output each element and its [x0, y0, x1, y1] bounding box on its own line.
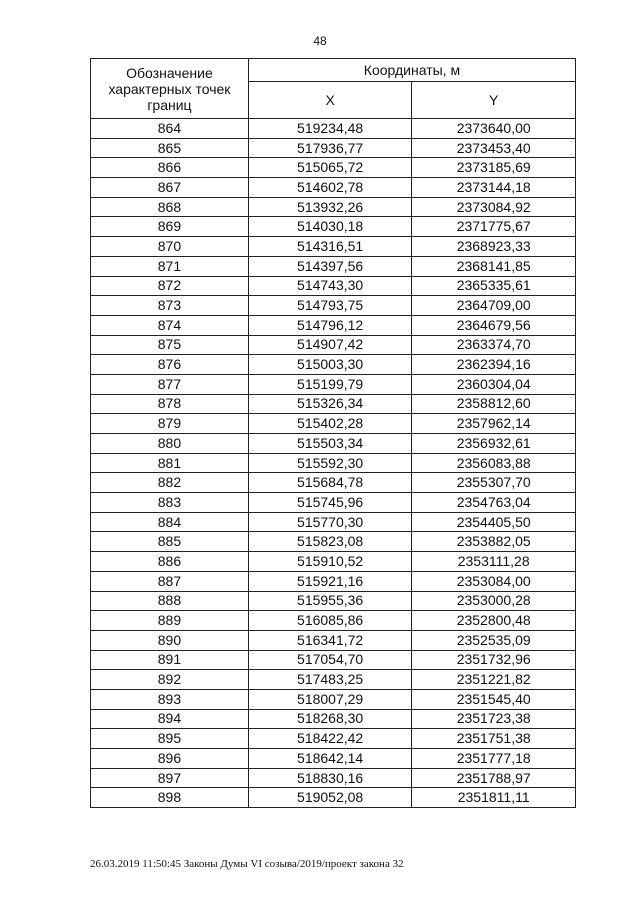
x-coordinate-cell: 517936,77 [248, 138, 411, 158]
x-coordinate-cell: 515745,96 [248, 493, 411, 513]
point-id-cell: 876 [91, 355, 249, 375]
table-row [91, 453, 576, 473]
point-id-cell: 886 [91, 552, 249, 572]
y-coordinate-cell: 2371775,67 [412, 217, 576, 237]
y-coordinate-cell: 2355307,70 [412, 473, 576, 493]
point-id-cell: 887 [91, 571, 249, 591]
x-coordinate-cell: 515770,30 [248, 512, 411, 532]
x-coordinate-cell: 515065,72 [248, 158, 411, 178]
table-row [91, 689, 576, 709]
x-coordinate-cell: 518422,42 [248, 729, 411, 749]
point-id-cell: 894 [91, 709, 249, 729]
x-coordinate-cell: 514796,12 [248, 315, 411, 335]
x-coordinate-cell: 514316,51 [248, 237, 411, 257]
table-row [91, 434, 576, 454]
table-row [91, 493, 576, 513]
y-coordinate-cell: 2351723,38 [412, 709, 576, 729]
point-id-cell: 881 [91, 453, 249, 473]
y-coordinate-cell: 2368923,33 [412, 237, 576, 257]
table-row [91, 650, 576, 670]
point-id-cell: 871 [91, 256, 249, 276]
x-coordinate-cell: 514602,78 [248, 178, 411, 198]
x-coordinate-cell: 515199,79 [248, 374, 411, 394]
y-coordinate-cell: 2373453,40 [412, 138, 576, 158]
x-coordinate-cell: 515326,34 [248, 394, 411, 414]
table-row [91, 414, 576, 434]
point-id-cell: 864 [91, 119, 249, 139]
point-id-cell: 867 [91, 178, 249, 198]
header-coordinates: Координаты, м [248, 59, 575, 82]
x-coordinate-cell: 515003,30 [248, 355, 411, 375]
x-coordinate-cell: 515684,78 [248, 473, 411, 493]
y-coordinate-cell: 2351221,82 [412, 670, 576, 690]
point-id-cell: 873 [91, 296, 249, 316]
x-coordinate-cell: 513932,26 [248, 197, 411, 217]
table-row [91, 197, 576, 217]
point-id-cell: 895 [91, 729, 249, 749]
point-id-cell: 874 [91, 315, 249, 335]
table-row [91, 158, 576, 178]
table-row [91, 256, 576, 276]
document-footer: 26.03.2019 11:50:45 Законы Думы VI созыва/2019/проект закона 32 [90, 858, 404, 870]
x-coordinate-cell: 518268,30 [248, 709, 411, 729]
x-coordinate-cell: 514793,75 [248, 296, 411, 316]
header-row-top [91, 59, 576, 82]
point-id-cell: 869 [91, 217, 249, 237]
x-coordinate-cell: 515503,34 [248, 434, 411, 454]
point-id-cell: 889 [91, 611, 249, 631]
x-coordinate-cell: 516085,86 [248, 611, 411, 631]
x-coordinate-cell: 515910,52 [248, 552, 411, 572]
point-id-cell: 885 [91, 532, 249, 552]
coordinates-table [90, 58, 576, 808]
x-coordinate-cell: 514030,18 [248, 217, 411, 237]
y-coordinate-cell: 2353000,28 [412, 591, 576, 611]
y-coordinate-cell: 2351811,11 [412, 788, 576, 808]
y-coordinate-cell: 2364709,00 [412, 296, 576, 316]
point-id-cell: 880 [91, 434, 249, 454]
point-id-cell: 883 [91, 493, 249, 513]
point-id-cell: 884 [91, 512, 249, 532]
x-coordinate-cell: 514397,56 [248, 256, 411, 276]
y-coordinate-cell: 2362394,16 [412, 355, 576, 375]
y-coordinate-cell: 2365335,61 [412, 276, 576, 296]
point-id-cell: 897 [91, 768, 249, 788]
point-id-cell: 882 [91, 473, 249, 493]
x-coordinate-cell: 518642,14 [248, 749, 411, 769]
x-coordinate-cell: 517483,25 [248, 670, 411, 690]
table-row [91, 532, 576, 552]
header-x: X [248, 82, 411, 119]
x-coordinate-cell: 515921,16 [248, 571, 411, 591]
table-row [91, 296, 576, 316]
table-row [91, 749, 576, 769]
table-row [91, 788, 576, 808]
table-row [91, 355, 576, 375]
table-row [91, 552, 576, 572]
table-row [91, 119, 576, 139]
y-coordinate-cell: 2356083,88 [412, 453, 576, 473]
point-id-cell: 898 [91, 788, 249, 808]
table-row [91, 315, 576, 335]
x-coordinate-cell: 516341,72 [248, 630, 411, 650]
table-row [91, 217, 576, 237]
x-coordinate-cell: 515402,28 [248, 414, 411, 434]
table-row [91, 394, 576, 414]
y-coordinate-cell: 2363374,70 [412, 335, 576, 355]
table-row [91, 611, 576, 631]
point-id-cell: 872 [91, 276, 249, 296]
point-id-cell: 875 [91, 335, 249, 355]
point-id-cell: 870 [91, 237, 249, 257]
table-row [91, 237, 576, 257]
table-row [91, 276, 576, 296]
x-coordinate-cell: 518830,16 [248, 768, 411, 788]
y-coordinate-cell: 2360304,04 [412, 374, 576, 394]
table-row [91, 473, 576, 493]
table-row [91, 709, 576, 729]
x-coordinate-cell: 514743,30 [248, 276, 411, 296]
y-coordinate-cell: 2373084,92 [412, 197, 576, 217]
y-coordinate-cell: 2352800,48 [412, 611, 576, 631]
y-coordinate-cell: 2351777,18 [412, 749, 576, 769]
x-coordinate-cell: 519052,08 [248, 788, 411, 808]
header-point-name: Обозначение характерных точек границ [91, 59, 249, 119]
y-coordinate-cell: 2353084,00 [412, 571, 576, 591]
y-coordinate-cell: 2358812,60 [412, 394, 576, 414]
point-id-cell: 896 [91, 749, 249, 769]
table-row [91, 138, 576, 158]
point-id-cell: 878 [91, 394, 249, 414]
y-coordinate-cell: 2356932,61 [412, 434, 576, 454]
point-id-cell: 865 [91, 138, 249, 158]
point-id-cell: 893 [91, 689, 249, 709]
page-number: 48 [313, 34, 327, 48]
table-row [91, 670, 576, 690]
x-coordinate-cell: 517054,70 [248, 650, 411, 670]
y-coordinate-cell: 2351732,96 [412, 650, 576, 670]
table-row [91, 591, 576, 611]
point-id-cell: 866 [91, 158, 249, 178]
x-coordinate-cell: 519234,48 [248, 119, 411, 139]
y-coordinate-cell: 2357962,14 [412, 414, 576, 434]
point-id-cell: 891 [91, 650, 249, 670]
point-id-cell: 890 [91, 630, 249, 650]
point-id-cell: 877 [91, 374, 249, 394]
table-row [91, 571, 576, 591]
y-coordinate-cell: 2373185,69 [412, 158, 576, 178]
x-coordinate-cell: 515955,36 [248, 591, 411, 611]
table-body [91, 119, 576, 808]
table-row [91, 374, 576, 394]
table-row [91, 768, 576, 788]
x-coordinate-cell: 515592,30 [248, 453, 411, 473]
y-coordinate-cell: 2353882,05 [412, 532, 576, 552]
y-coordinate-cell: 2353111,28 [412, 552, 576, 572]
y-coordinate-cell: 2352535,09 [412, 630, 576, 650]
point-id-cell: 879 [91, 414, 249, 434]
y-coordinate-cell: 2373640,00 [412, 119, 576, 139]
point-id-cell: 868 [91, 197, 249, 217]
x-coordinate-cell: 515823,08 [248, 532, 411, 552]
header-y: Y [412, 82, 576, 119]
x-coordinate-cell: 514907,42 [248, 335, 411, 355]
point-id-cell: 888 [91, 591, 249, 611]
y-coordinate-cell: 2368141,85 [412, 256, 576, 276]
point-id-cell: 892 [91, 670, 249, 690]
y-coordinate-cell: 2351788,97 [412, 768, 576, 788]
table-row [91, 729, 576, 749]
y-coordinate-cell: 2373144,18 [412, 178, 576, 198]
table-header [91, 59, 576, 119]
table-row [91, 630, 576, 650]
table-row [91, 178, 576, 198]
y-coordinate-cell: 2351545,40 [412, 689, 576, 709]
table-row [91, 512, 576, 532]
table-row [91, 335, 576, 355]
x-coordinate-cell: 518007,29 [248, 689, 411, 709]
y-coordinate-cell: 2364679,56 [412, 315, 576, 335]
y-coordinate-cell: 2354405,50 [412, 512, 576, 532]
y-coordinate-cell: 2354763,04 [412, 493, 576, 513]
y-coordinate-cell: 2351751,38 [412, 729, 576, 749]
